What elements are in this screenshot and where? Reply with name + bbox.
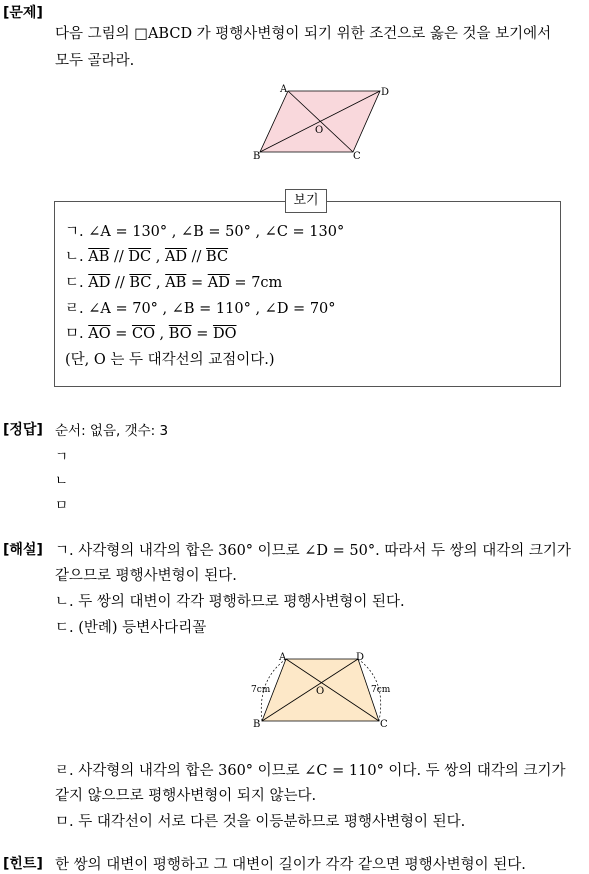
- bogi-item-1: ㄱ. ∠A = 130° , ∠B = 50° , ∠C = 130°: [65, 224, 345, 240]
- explanation-tag: [해설]: [3, 542, 43, 558]
- explanation-line1: ㄱ. 사각형의 내각의 합은 360° 이므로 ∠D = 50°. 따라서 두 쌍의 대각의 크기가: [55, 543, 571, 559]
- explanation-line5: ㄹ. 사각형의 내각의 합은 360° 이므로 ∠C = 110° 이다. 두 쌍의 대각의 크기가: [55, 763, 566, 779]
- hint-tag: [힌트]: [3, 856, 43, 872]
- label-a: A: [279, 652, 287, 663]
- answer-item-1: ㄱ: [55, 449, 69, 465]
- label-left-length: 7cm: [251, 685, 271, 695]
- bogi-label: 보기: [285, 189, 327, 213]
- label-o: O: [316, 686, 325, 697]
- label-d: D: [356, 652, 365, 663]
- label-c: C: [353, 151, 361, 162]
- label-b: B: [253, 719, 261, 730]
- answer-tag: [정답]: [3, 422, 43, 438]
- explanation-line7: ㅁ. 두 대각선이 서로 다른 것을 이등분하므로 평행사변형이 된다.: [55, 814, 466, 830]
- problem-text-line2: 모두 골라라.: [55, 53, 135, 69]
- answer-item-2: ㄴ: [55, 473, 69, 489]
- label-right-length: 7cm: [371, 685, 391, 695]
- explanation-line3: ㄴ. 두 쌍의 대변이 각각 평행하므로 평행사변형이 된다.: [55, 594, 405, 610]
- bogi-note: (단, O 는 두 대각선의 교점이다.): [65, 352, 275, 368]
- label-o: O: [315, 125, 324, 136]
- bogi-item-3: ㄷ. $\overline{AD} // \overline{BC}$ , $\overline{AB} = \overline{AD} = 7cm$: [65, 275, 283, 291]
- label-a: A: [280, 84, 288, 95]
- explanation-line6: 같지 않으므로 평행사변형이 되지 않는다.: [55, 788, 317, 804]
- answer-summary: 순서: 없음, 갯수: 3: [55, 423, 169, 439]
- problem-tag: [문제]: [3, 5, 43, 21]
- hint-text: 한 쌍의 대변이 평행하고 그 대변이 길이가 각각 같으면 평행사변형이 된다.: [55, 857, 526, 873]
- bogi-item-4: ㄹ. ∠A = 70° , ∠B = 110° , ∠D = 70°: [65, 301, 336, 317]
- bogi-item-5: ㅁ. $\overline{AO} = \overline{CO}$ , $\overline{BO} = \overline{DO}$: [65, 326, 237, 342]
- label-c: C: [380, 719, 388, 730]
- explanation-line2: 같으므로 평행사변형이 된다.: [55, 568, 237, 584]
- label-d: D: [381, 87, 390, 98]
- trapezoid-figure: [243, 648, 398, 733]
- bogi-item-2: ㄴ. $\overline{AB} // \overline{DC}$ , $\overline{AD} // \overline{BC}$: [65, 249, 229, 265]
- explanation-line4: ㄷ. (반례) 등변사다리꼴: [55, 620, 207, 636]
- problem-text-line1: 다음 그림의 □ABCD 가 평행사변형이 되기 위한 조건으로 옳은 것을 보기에서: [55, 26, 552, 42]
- parallelogram-figure: [240, 80, 400, 165]
- label-b: B: [253, 151, 261, 162]
- answer-item-3: ㅁ: [55, 498, 69, 514]
